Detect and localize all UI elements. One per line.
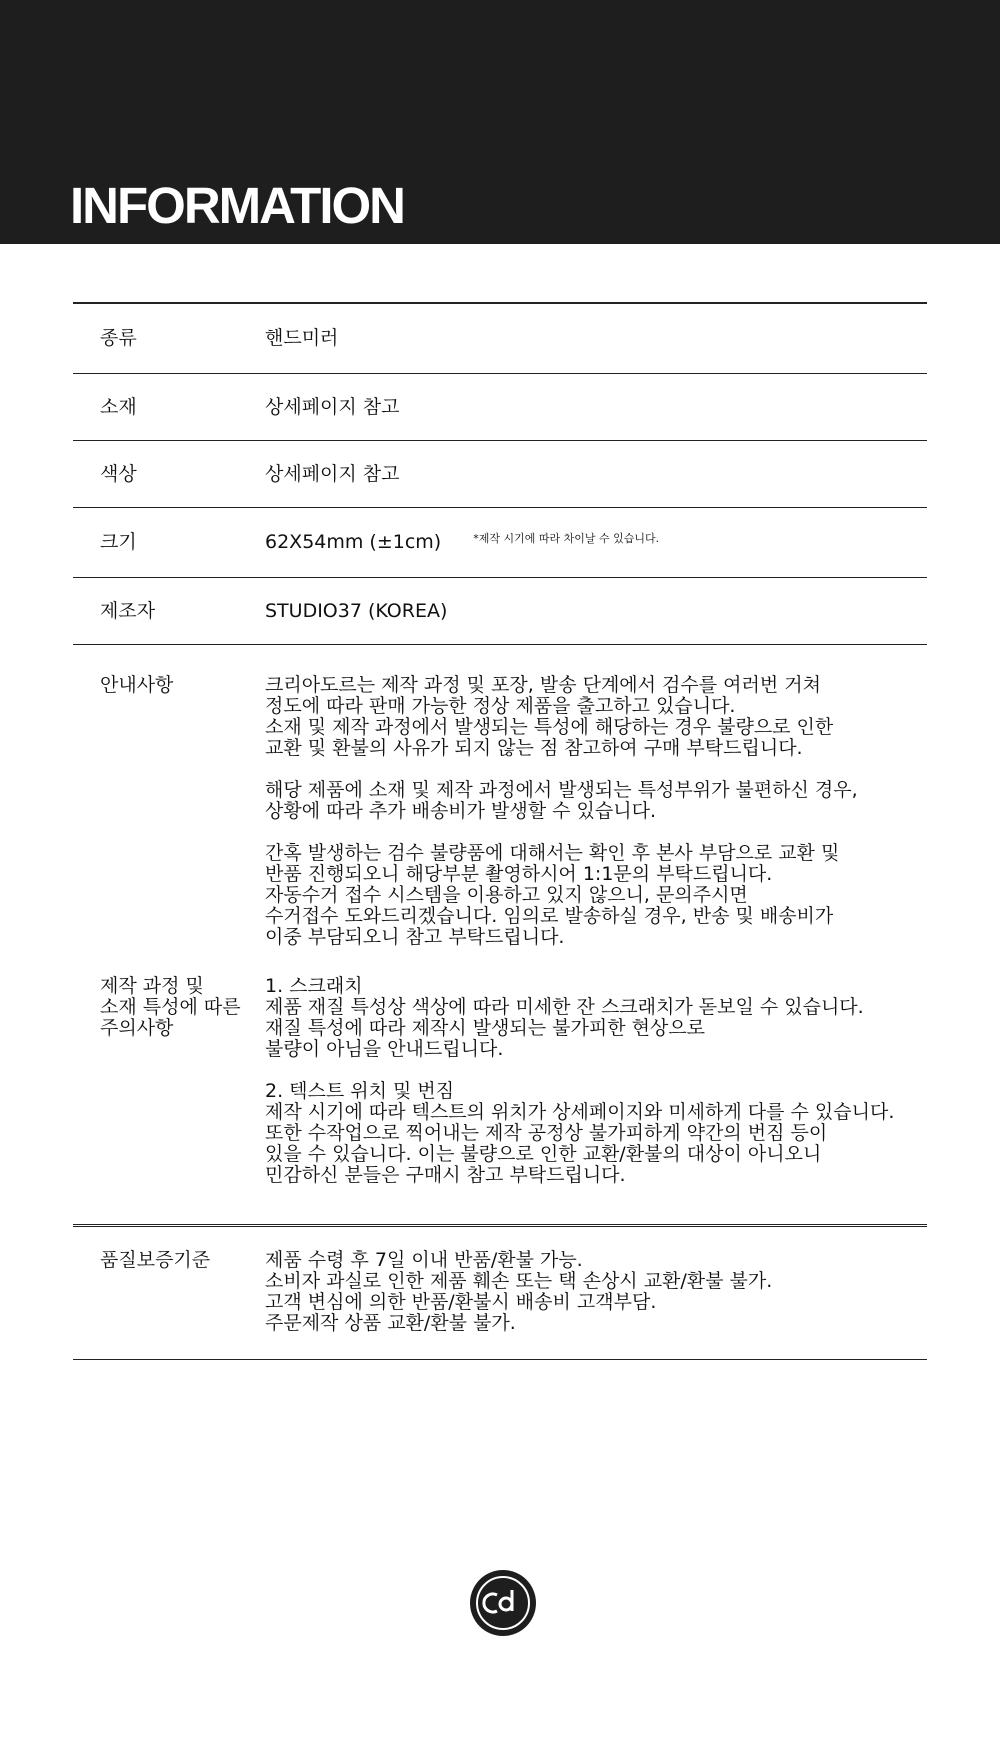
text-line: 재질 특성에 따라 제작시 발생되는 불가피한 현상으로 xyxy=(265,1017,706,1039)
text-line: 소재 특성에 따른 xyxy=(100,996,241,1018)
text-line: 해당 제품에 소재 및 제작 과정에서 발생되는 특성부위가 불편하신 경우, xyxy=(265,779,858,801)
text-line: 또한 수작업으로 찍어내는 제작 공정상 불가피하게 약간의 번짐 등이 xyxy=(265,1122,828,1144)
row-value: STUDIO37 (KOREA) xyxy=(265,599,448,622)
notice-paragraph xyxy=(265,675,917,759)
text-line: 제품 수령 후 7일 이내 반품/환불 가능. xyxy=(265,1249,583,1271)
caution-paragraph xyxy=(265,1081,917,1186)
size-value-wrap xyxy=(265,532,927,553)
caution-block xyxy=(73,976,927,1226)
text-line: 1. 스크래치 xyxy=(265,975,363,997)
row-label: 크기 xyxy=(100,531,137,553)
row-label: 소재 xyxy=(100,395,137,418)
notice-paragraph xyxy=(265,843,917,948)
notice-paragraph xyxy=(265,780,917,822)
text-line: 소비자 과실로 인한 제품 훼손 또는 택 손상시 교환/환불 불가. xyxy=(265,1270,773,1292)
quality-label: 품질보증기준 xyxy=(100,1249,211,1271)
text-line: 수거접수 도와드리겠습니다. 임의로 발송하실 경우, 반송 및 배송비가 xyxy=(265,905,834,927)
text-line: 주문제작 상품 교환/환불 불가. xyxy=(265,1312,516,1334)
text-line: 제작 시기에 따라 텍스트의 위치가 상세페이지와 미세하게 다를 수 있습니다. xyxy=(265,1101,895,1123)
text-line: 주의사항 xyxy=(100,1017,174,1039)
row-label: 종류 xyxy=(100,327,137,349)
text-line: 소재 및 제작 과정에서 발생되는 특성에 해당하는 경우 불량으로 인한 xyxy=(265,716,834,738)
text-line: 반품 진행되오니 해당부분 촬영하시어 1:1문의 부탁드립니다. xyxy=(265,863,773,885)
text-line: 간혹 발생하는 검수 불량품에 대해서는 확인 후 본사 부담으로 교환 및 xyxy=(265,842,840,864)
text-line: 제작 과정 및 xyxy=(100,975,204,997)
row-label: 제조자 xyxy=(100,599,156,622)
quality-row xyxy=(73,1226,927,1360)
text-line: 교환 및 환불의 사유가 되지 않는 점 참고하여 구매 부탁드립니다. xyxy=(265,737,803,759)
logo-svg xyxy=(468,1568,538,1638)
caution-paragraph xyxy=(265,976,917,1060)
page-title: INFORMATION xyxy=(70,177,405,234)
row-value: 상세페이지 참고 xyxy=(265,462,400,485)
info-row-color xyxy=(73,441,927,508)
info-row-type xyxy=(73,304,927,374)
text-line: 상황에 따라 추가 배송비가 발생할 수 있습니다. xyxy=(265,800,657,822)
text-line: 크리아도르는 제작 과정 및 포장, 발송 단계에서 검수를 여러번 거쳐 xyxy=(265,674,821,696)
quality-content xyxy=(265,1250,927,1359)
notice-label: 안내사항 xyxy=(100,674,174,696)
caution-content xyxy=(265,976,927,1226)
cd-monogram-logo-icon xyxy=(468,1568,538,1638)
text-line: 자동수거 접수 시스템을 이용하고 있지 않으니, 문의주시면 xyxy=(265,884,748,906)
info-row-material xyxy=(73,374,927,441)
row-value: 상세페이지 참고 xyxy=(265,395,400,418)
text-line: 이중 부담되오니 참고 부탁드립니다. xyxy=(265,926,565,948)
info-row-manufacturer xyxy=(73,578,927,645)
caution-label xyxy=(73,976,265,1226)
text-line: 정도에 따라 판매 가능한 정상 제품을 출고하고 있습니다. xyxy=(265,695,736,717)
size-note: *제작 시기에 따라 차이날 수 있습니다. xyxy=(473,532,660,545)
header-banner xyxy=(0,0,1000,244)
text-line: 2. 텍스트 위치 및 번짐 xyxy=(265,1080,455,1102)
row-value: 핸드미러 xyxy=(265,327,339,349)
text-line: 제품 재질 특성상 색상에 따라 미세한 잔 스크래치가 돋보일 수 있습니다. xyxy=(265,996,864,1018)
text-line: 불량이 아님을 안내드립니다. xyxy=(265,1038,504,1060)
text-line: 고객 변심에 의한 반품/환불시 배송비 고객부담. xyxy=(265,1291,657,1313)
text-line: 있을 수 있습니다. 이는 불량으로 인한 교환/환불의 대상이 아니오니 xyxy=(265,1143,822,1165)
info-row-size xyxy=(73,508,927,578)
notice-main xyxy=(265,675,917,948)
row-label: 색상 xyxy=(100,462,137,485)
row-value: 62X54mm (±1cm) xyxy=(265,531,442,553)
text-line: 민감하신 분들은 구매시 참고 부탁드립니다. xyxy=(265,1164,626,1186)
